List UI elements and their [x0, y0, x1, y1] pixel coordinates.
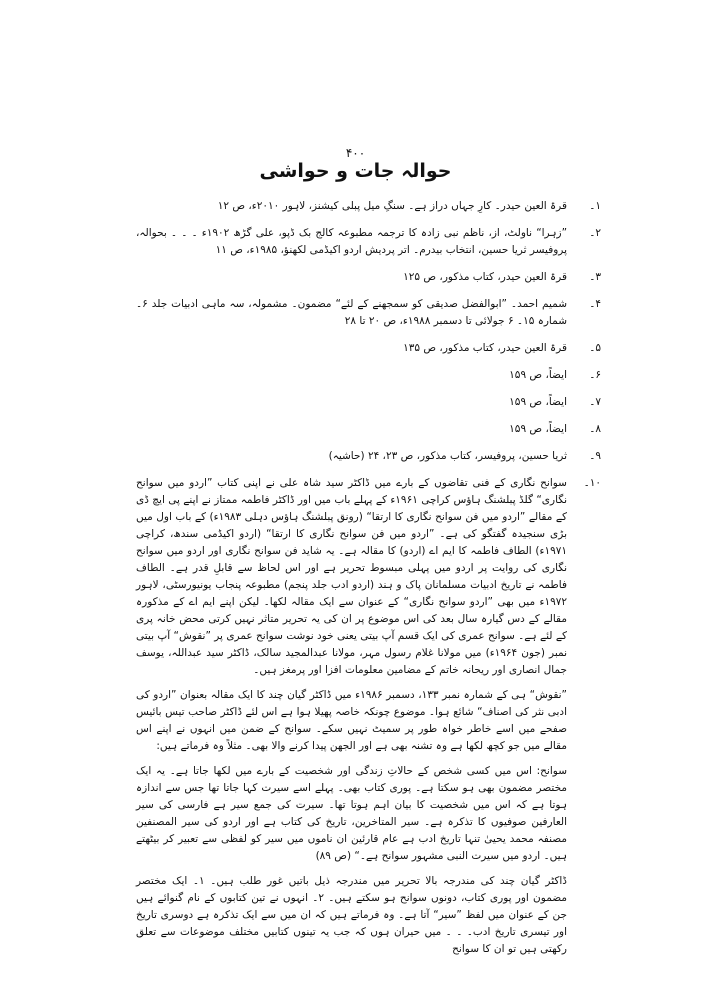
page-title: حوالہ جات و حواشی [259, 160, 452, 182]
note-number: ۲۔ [589, 227, 601, 239]
note-text: ایضاً، ص ۱۵۹ [509, 423, 567, 435]
note-text: ”زہرا“ ناولٹ، از، ناظم نبی زادہ کا ترجمہ مطبوعہ کالج بک ڈپو، علی گڑھ ۱۹۰۲ء ۔ ۔ ۔ بحوالہ، پروفیسر ثریا حسین، انتخاب بیدرم۔ اتر پردیش اردو اکیڈمی لکھنؤ، ۱۹۸۵ء، ص ۱۱ [136, 227, 568, 256]
notes-list [136, 198, 601, 968]
note-item [136, 421, 601, 438]
note-paragraph: ڈاکٹر گیان چند کی مندرجہ بالا تحریر میں مندرجہ ذیل باتیں غور طلب ہیں۔ ۱۔ ایک مختصر مضمون اور پوری کتاب، دونوں سوانح ہو سکتے ہیں۔ ۲۔ انہوں نے تین کتابوں کے نام گنوائے ہیں جن کے عنوان میں لفظ ”سیر“ آتا ہے۔ وہ فرماتے ہیں کہ ان میں سے ایک تذکرہ ہے دوسری تاریخ اور تیسری تاریخ ادب۔ ۔ ۔ میں حیران ہوں کہ جب یہ تینوں کتابیں مختلف موضوعات سے تعلق رکھتی ہیں تو ان کا سوانح [136, 875, 567, 955]
note-item [136, 198, 601, 215]
note-text: ایضاً، ص ۱۵۹ [509, 396, 567, 408]
note-text: قرۃ العین حیدر، کتاب مذکور، ص ۱۲۵ [403, 271, 567, 283]
page-number: ۴۰۰ [345, 146, 366, 160]
note-number: ۶۔ [589, 369, 601, 381]
note-paragraph: سوانح نگاری کے فنی تقاضوں کے بارے میں ڈاکٹر سید شاہ علی نے اپنی کتاب ”اردو میں سوانح نگاری“ گلڈ پبلشنگ ہاؤس کراچی ۱۹۶۱ء کے پہلے باب میں اور ڈاکٹر فاطمہ ممتاز نے اپنے پی ایچ ڈی کے مقالے ”اردو میں فن سوانح نگاری کا ارتقا“ (رونق پبلشنگ ہاؤس دہلی ۱۹۸۳ء) کے باب اول میں بڑی سنجیدہ گفتگو کی ہے۔ ”اردو میں فن سوانح نگاری کا ارتقا“ (اردو اکیڈمی سندھ، کراچی ۱۹۷۱ء) الطاف فاطمہ کا ایم اے (اردو) کا مقالہ ہے۔ یہ شاید فن سوانح نگاری اور اردو میں سوانح نگاری کی روایت پر اردو میں پہلی مبسوط تحریر ہے اور اس لحاظ سے قابلِ قدر ہے۔ الطاف فاطمہ نے تاریخ ادبیات مسلمانان پاک و ہند (اردو ادب جلد پنجم) مطبوعہ پنجاب یونیورسٹی، لاہور ۱۹۷۲ء میں بھی ”اردو سوانح نگاری“ کے عنوان سے ایک مقالہ لکھا۔ لیکن اپنے ایم اے کے مذکورہ مقالے کے دس گیارہ سال بعد کی اس موضوع پر ان کی یہ تحریر متاثر نہیں کرتی محض خانہ پری کے لئے ہے۔ سوانح عمری کی ایک قسم آپ بیتی یعنی خود نوشت سوانح عمری پر ”نقوش“ آپ بیتی نمبر (جون ۱۹۶۴ء) میں مولانا غلام رسول مہر، مولانا عبدالمجید سالک، ڈاکٹر سید عبداللہ، یوسف جمال انصاری اور ریحانہ خاتم کے مضامین معلومات افزا اور پرمغز ہیں۔ [136, 477, 568, 676]
note-text: قرۃ العین حیدر، کتاب مذکور، ص ۱۳۵ [403, 342, 567, 354]
note-number: ۵۔ [589, 342, 601, 354]
note-number: ۴۔ [589, 298, 601, 310]
note-number: ۱۔ [589, 200, 601, 212]
note-text: ثریا حسین، پروفیسر، کتاب مذکور، ص ۲۳، ۲۴ (حاشیہ) [328, 450, 567, 462]
note-paragraph: ”نقوش“ ہی کے شمارہ نمبر ۱۳۳، دسمبر ۱۹۸۶ء میں ڈاکٹر گیان چند کا ایک مقالہ بعنوان ”اردو کی ادبی نثر کی اصناف“ شائع ہوا۔ موضوع چونکہ خاصہ پھیلا ہوا ہے اس لئے ڈاکٹر صاحب تیس بائیس صفحے میں اسے خاطر خواہ طور پر سمیٹ نہیں سکے۔ سوانح کے ضمن میں انہوں نے اپنے اس مقالے میں جو کچھ لکھا ہے وہ تشنہ بھی ہے اور الجھن پیدا کرنے والا بھی۔ مثلاً وہ فرماتے ہیں: [136, 689, 567, 752]
note-number: ۹۔ [589, 450, 601, 462]
note-number: ۸۔ [589, 423, 601, 435]
note-number: ۷۔ [589, 396, 601, 408]
note-item-10 [136, 475, 601, 958]
note-quote-paragraph: سوانح: اس میں کسی شخص کے حالاتِ زندگی اور شخصیت کے بارے میں لکھا جاتا ہے۔ یہ ایک مختصر مضمون بھی ہو سکتا ہے۔ پوری کتاب بھی۔ پہلے اسے سیرت کہا جاتا تھا جس سے اندازہ ہوتا ہے کہ اس میں شخصیت کا بیان اہم ہوتا تھا۔ سیرت کی جمع سیر ہے فارسی کی سیر العارفین صوفیوں کا تذکرہ ہے۔ سیر المتاخرین، تاریخ کی کتاب ہے اور اردو کی سیر المصنفین مصنفہ محمد یحییٰ تنہا تاریخ ادب ہے عام قارئین ان ناموں میں سیر کو لفظی سے تعبیر کر بیٹھتے ہیں۔ اردو میں سیرت النبی مشہور سوانح ہے۔“ (ص ۸۹) [136, 765, 567, 862]
note-item [136, 225, 601, 259]
note-text: شمیم احمد۔ ”ابوالفضل صدیقی کو سمجھنے کے لئے“ مضمون۔ مشمولہ، سہ ماہی ادبیات جلد ۶۔ شمارہ ۱۵۔ ۶ جولائی تا دسمبر ۱۹۸۸ء، ص ۲۰ تا ۲۸ [136, 298, 567, 327]
note-text: ایضاً، ص ۱۵۹ [509, 369, 567, 381]
note-item [136, 340, 601, 357]
note-item [136, 394, 601, 411]
note-item [136, 367, 601, 384]
note-item [136, 296, 601, 330]
note-item [136, 269, 601, 286]
note-number: ۱۰۔ [583, 477, 601, 489]
note-number: ۳۔ [589, 271, 601, 283]
note-item [136, 448, 601, 465]
note-text: قرۃ العین حیدر۔ کارِ جہاں دراز ہے۔ سنگِ میل پبلی کیشنز، لاہور ۲۰۱۰ء، ص ۱۲ [217, 200, 567, 212]
